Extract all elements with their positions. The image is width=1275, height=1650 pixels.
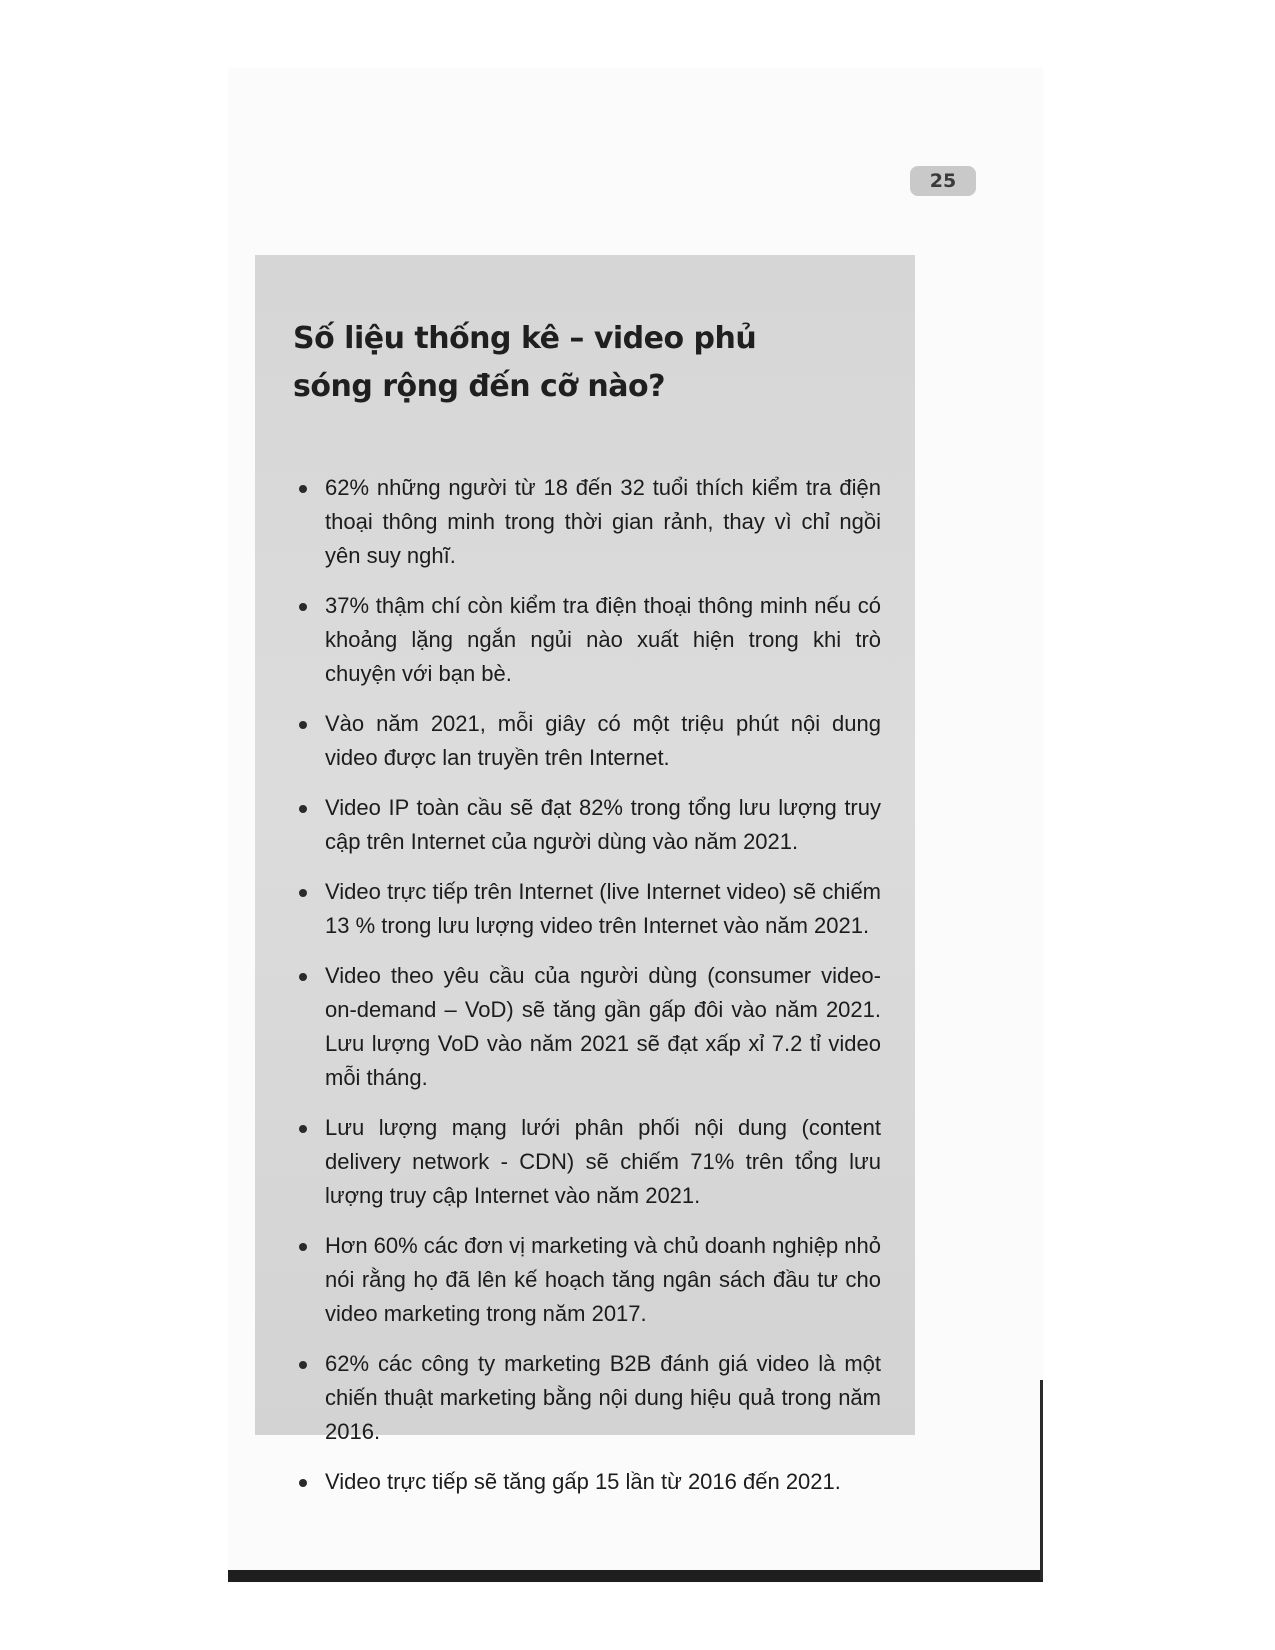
- list-item: [293, 1347, 881, 1449]
- list-item-text: Vào năm 2021, mỗi giây có một triệu phút nội dung video được lan truyền trên Internet.: [325, 711, 881, 770]
- box-title: Số liệu thống kê – video phủ sóng rộng đến cỡ nào?: [293, 321, 757, 404]
- list-item: [293, 875, 881, 943]
- bullet-icon: [299, 889, 307, 897]
- bullet-icon: [299, 973, 307, 981]
- bullet-icon: [299, 805, 307, 813]
- bullet-icon: [299, 1243, 307, 1251]
- list-item-text: 62% các công ty marketing B2B đánh giá video là một chiến thuật marketing bằng nội dung hiệu quả trong năm 2016.: [325, 1351, 881, 1444]
- page-number: 25: [910, 166, 976, 196]
- statistics-box: [255, 255, 915, 1494]
- list-item-text: Video trực tiếp trên Internet (live Internet video) sẽ chiếm 13 % trong lưu lượng video trên Internet vào năm 2021.: [325, 879, 881, 938]
- list-item-text: Video IP toàn cầu sẽ đạt 82% trong tổng lưu lượng truy cập trên Internet của người dùng vào năm 2021.: [325, 795, 881, 854]
- statistics-list: [293, 471, 881, 1499]
- list-item-text: Hơn 60% các đơn vị marketing và chủ doanh nghiệp nhỏ nói rằng họ đã lên kế hoạch tăng ngân sách đầu tư cho video marketing trong năm 2017.: [325, 1233, 881, 1326]
- list-item: [293, 959, 881, 1095]
- list-item: [293, 1465, 881, 1499]
- bullet-icon: [299, 1125, 307, 1133]
- bullet-icon: [299, 603, 307, 611]
- bullet-icon: [299, 721, 307, 729]
- list-item: [293, 471, 881, 573]
- list-item: [293, 1229, 881, 1331]
- page-bottom-edge: [228, 1570, 1043, 1582]
- list-item: [293, 589, 881, 691]
- list-item-text: Video trực tiếp sẽ tăng gấp 15 lần từ 2016 đến 2021.: [325, 1469, 841, 1494]
- list-item-text: Video theo yêu cầu của người dùng (consumer video-on-demand – VoD) sẽ tăng gần gấp đôi vào năm 2021. Lưu lượng VoD vào năm 2021 sẽ đạt xấp xỉ 7.2 tỉ video mỗi tháng.: [325, 963, 881, 1090]
- bullet-icon: [299, 1479, 307, 1487]
- list-item-text: 62% những người từ 18 đến 32 tuổi thích kiểm tra điện thoại thông minh trong thời gian rảnh, thay vì chỉ ngồi yên suy nghĩ.: [325, 475, 881, 568]
- list-item-text: Lưu lượng mạng lưới phân phối nội dung (content delivery network - CDN) sẽ chiếm 71% trên tổng lưu lượng truy cập Internet vào năm 2021.: [325, 1115, 881, 1208]
- list-item: [293, 1111, 881, 1213]
- bullet-icon: [299, 1361, 307, 1369]
- list-item: [293, 707, 881, 775]
- page-right-edge: [1040, 1380, 1043, 1580]
- list-item-text: 37% thậm chí còn kiểm tra điện thoại thông minh nếu có khoảng lặng ngắn ngủi nào xuất hiện trong khi trò chuyện với bạn bè.: [325, 593, 881, 686]
- bullet-icon: [299, 485, 307, 493]
- list-item: [293, 791, 881, 859]
